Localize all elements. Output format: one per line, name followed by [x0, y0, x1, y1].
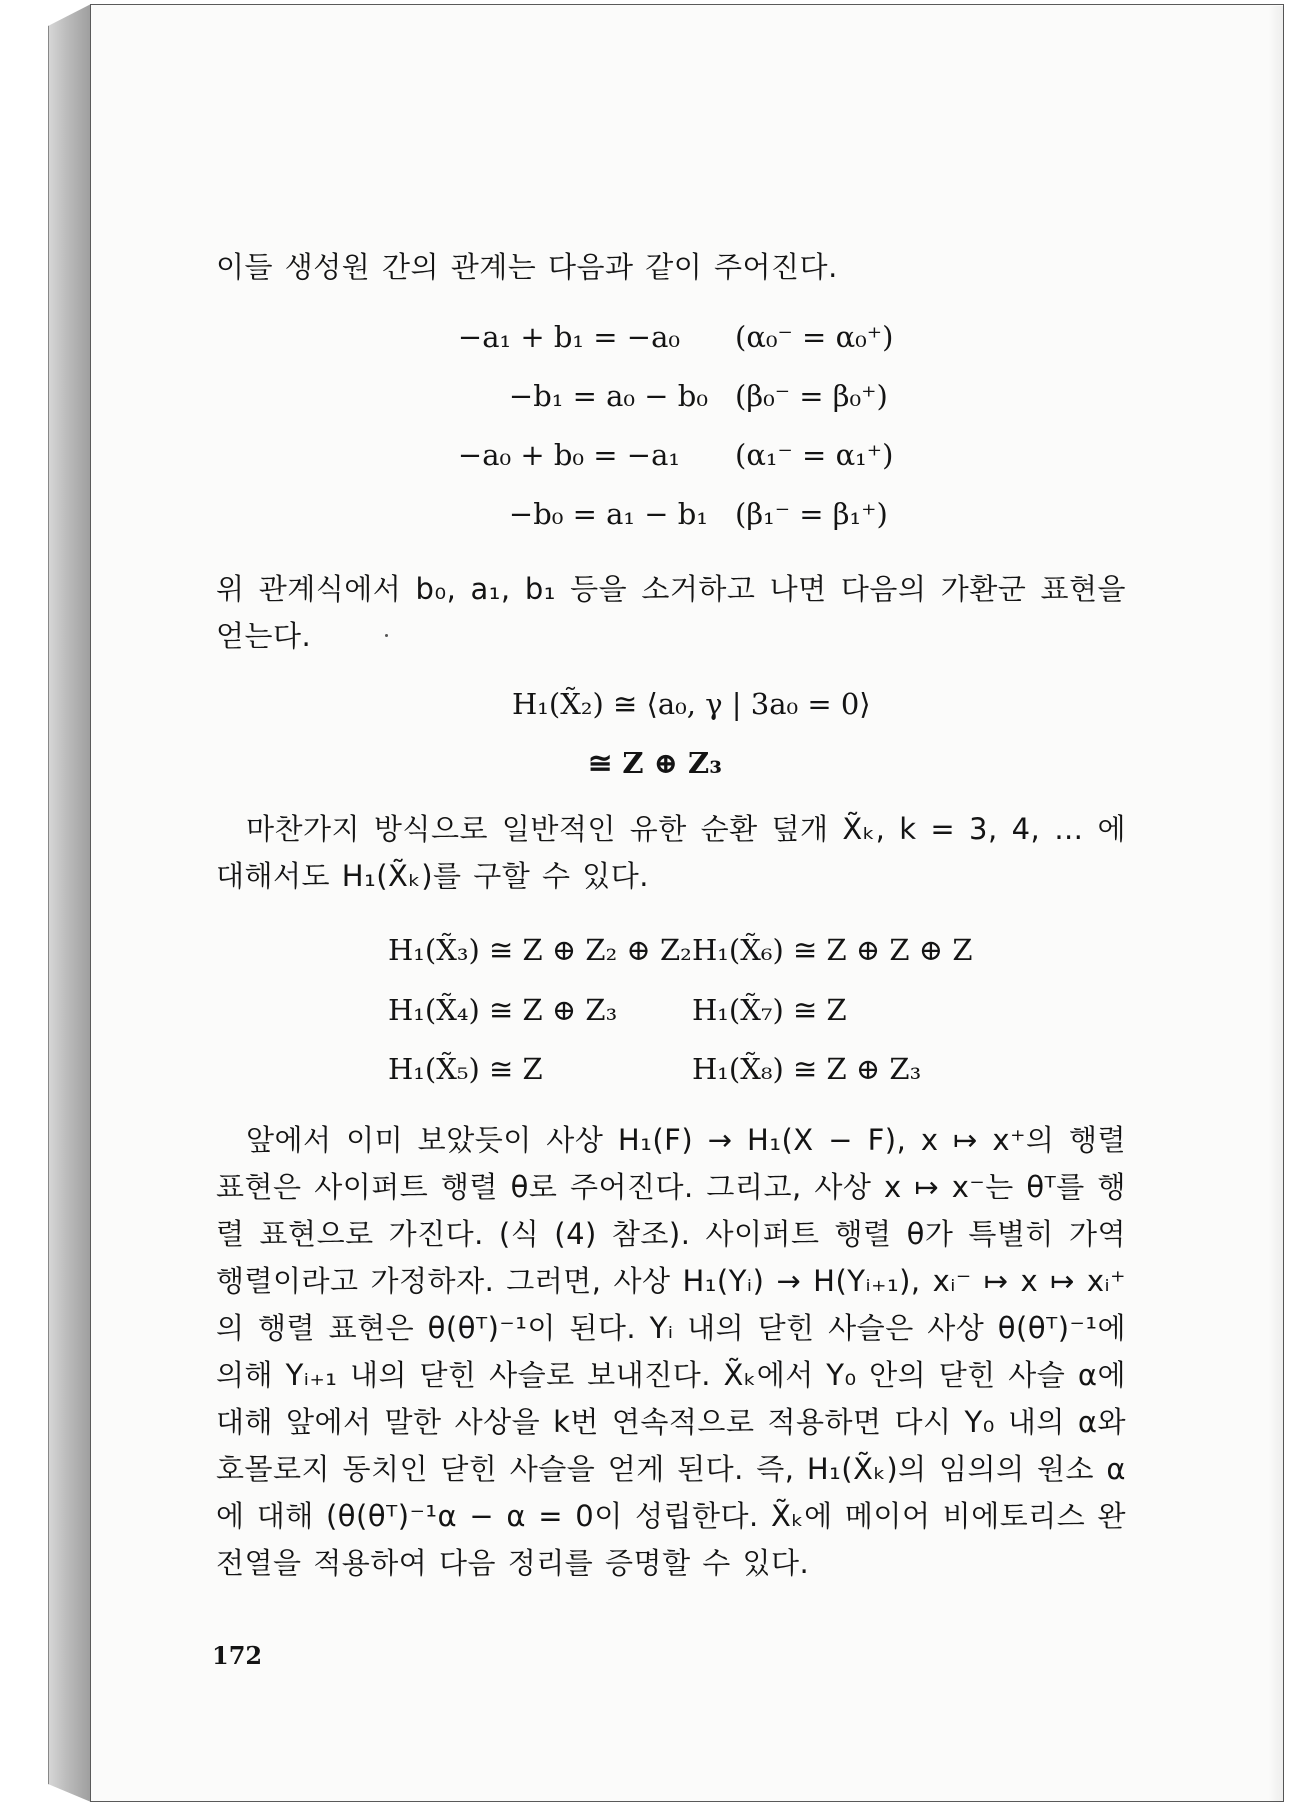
relation-4-equation: −b₀ = a₁ − b₁: [508, 497, 708, 531]
presentation-line-1: H₁(X̃₂) ≅ ⟨a₀, γ | 3a₀ = 0⟩: [512, 687, 871, 721]
homology-x5: H₁(X̃₅) ≅ Z: [388, 1052, 543, 1086]
relation-2-equation: −b₁ = a₀ − b₀: [508, 379, 708, 413]
homology-x8: H₁(X̃₈) ≅ Z ⊕ Z₃: [692, 1052, 922, 1086]
presentation-line-2: ≅ Z ⊕ Z₃: [588, 746, 722, 780]
relation-4-note: (β₁⁻ = β₁⁺): [735, 497, 888, 531]
paragraph-elimination: 위 관계식에서 b₀, a₁, b₁ 등을 소거하고 나면 다음의 가환군 표현을 얻는다.: [216, 572, 1126, 653]
homology-x7: H₁(X̃₇) ≅ Z: [692, 993, 847, 1027]
paragraph-seifert-matrix: 앞에서 이미 보았듯이 사상 H₁(F) → H₁(X − F), x ↦ x⁺의 행렬 표현은 사이퍼트 행렬 θ로 주어진다. 그리고, 사상 x ↦ x⁻는 θᵀ를 행렬 표현으로 가진다. (식 (4) 참조). 사이퍼트 행렬 θ가 특별히 가역 행렬이라고 가정하자. 그러면, 사상 H₁(Yᵢ) → H(Yᵢ₊₁), xᵢ⁻ ↦ x ↦ xᵢ⁺의 행렬 표현은 θ(θᵀ)⁻¹이 된다. Yᵢ 내의 닫힌 사슬은 사상 θ(θᵀ)⁻¹에 의해 Yᵢ₊₁ 내의 닫힌 사슬로 보내진다. X̃ₖ에서 Y₀ 안의 닫힌 사슬 α에 대해 앞에서 말한 사상을 k번 연속적으로 적용하면 다시 Y₀ 내의 α와 호몰로지 동치인 닫힌 사슬을 얻게 된다. 즉, H₁(X̃ₖ)의 임의의 원소 α에 대해 (θ(θᵀ)⁻¹α − α = 0이 성립한다. X̃ₖ에 메이어 비에토리스 완전열을 적용하여 다음 정리를 증명할 수 있다.: [216, 1123, 1126, 1580]
homology-x6: H₁(X̃₆) ≅ Z ⊕ Z ⊕ Z: [692, 933, 973, 967]
page-number: 172: [212, 1641, 263, 1670]
paragraph-intro: 이들 생성원 간의 관계는 다음과 같이 주어진다.: [216, 250, 838, 284]
paragraph-general-covers: 마찬가지 방식으로 일반적인 유한 순환 덮개 X̃ₖ, k = 3, 4, … 에 대해서도 H₁(X̃ₖ)를 구할 수 있다.: [216, 812, 1126, 893]
homology-x4: H₁(X̃₄) ≅ Z ⊕ Z₃: [388, 993, 618, 1027]
homology-x3: H₁(X̃₃) ≅ Z ⊕ Z₂ ⊕ Z₂: [388, 933, 692, 967]
relation-3-equation: −a₀ + b₀ = −a₁: [457, 438, 680, 472]
relation-1-note: (α₀⁻ = α₀⁺): [735, 320, 894, 354]
relation-2-note: (β₀⁻ = β₀⁺): [735, 379, 888, 413]
relation-1-equation: −a₁ + b₁ = −a₀: [457, 320, 680, 354]
relation-3-note: (α₁⁻ = α₁⁺): [735, 438, 894, 472]
